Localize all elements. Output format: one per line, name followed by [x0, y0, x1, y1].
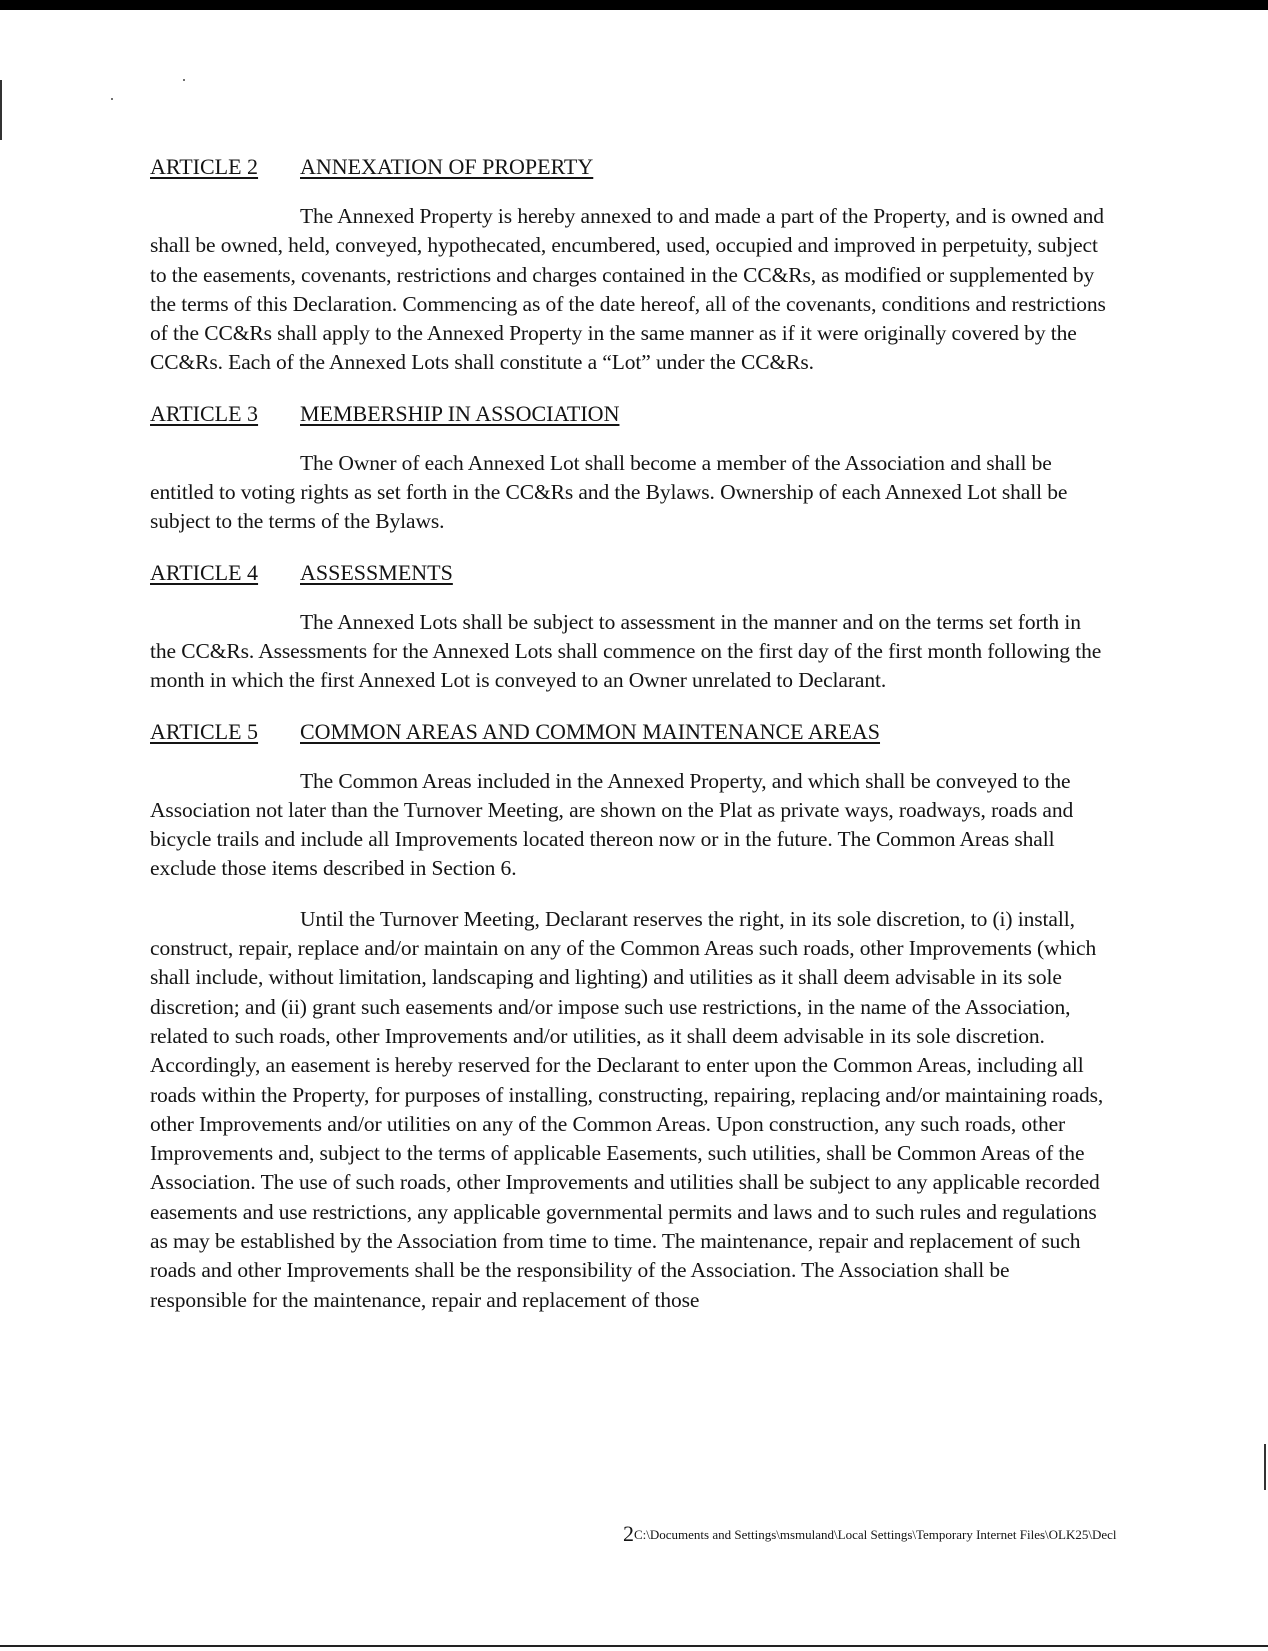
article-title: ASSESSMENTS — [300, 559, 453, 585]
scan-right-edge-mark — [1264, 1444, 1266, 1490]
article-number: ARTICLE 3 — [150, 400, 259, 426]
article-title: ANNEXATION OF PROPERTY — [300, 154, 594, 179]
article-2-paragraph: The Annexed Property is hereby annexed to and made a part of the Property, and is owned and shall be owned, held, conveyed, hypothecated, encumbered, used, occupied and improved in perpetuity, subject to the easements, covenants, restrictions and charges contained in the CC&Rs, as modified or supplemented by the terms of this Declaration. Commencing as of the date hereof, all of the covenants, conditions and restrictions of the CC&Rs shall apply to the Annexed Property in the same manner as if it were originally covered by the CC&Rs. Each of the Annexed Lots shall constitute a “Lot” under the CC&Rs. — [150, 204, 1106, 375]
document-page — [150, 152, 1110, 1336]
article-number: ARTICLE 2 — [150, 154, 259, 179]
article-5-heading — [150, 717, 1110, 747]
article-title: COMMON AREAS AND COMMON MAINTENANCE AREAS — [300, 718, 881, 744]
article-4-heading — [150, 558, 1110, 588]
article-4-paragraph: The Annexed Lots shall be subject to assessment in the manner and on the terms set forth in the CC&Rs. Assessments for the Annexed Lots shall commence on the first day of the first month following the month in which the first Annexed Lot is conveyed to an Owner unrelated to Declarant. — [150, 609, 1102, 693]
scan-speck — [183, 79, 185, 81]
article-2-heading — [150, 152, 1110, 182]
page-number: 2 — [623, 1522, 634, 1546]
article-number: ARTICLE 5 — [150, 718, 259, 744]
scan-speck — [111, 98, 113, 100]
article-3-heading — [150, 399, 1110, 429]
article-title: MEMBERSHIP IN ASSOCIATION — [300, 400, 620, 426]
article-5-paragraph-2: Until the Turnover Meeting, Declarant reserves the right, in its sole discretion, to (i) install, construct, repair, replace and/or maintain on any of the Common Areas such roads, other Improvements (which shall include, without limitation, landscaping and lighting) and utilities as it shall deem advisable in its sole discretion; and (ii) grant such easements and/or impose such use restrictions, in the name of the Association, related to such roads, other Improvements and/or utilities, as it shall deem advisable in its sole discretion. Accordingly, an easement is hereby reserved for the Declarant to enter upon the Common Areas, including all roads within the Property, for purposes of installing, constructing, repairing, replacing and/or maintaining roads, other Improvements and/or utilities on any of the Common Areas. Upon construction, any such roads, other Improvements and, subject to the terms of applicable Easements, such utilities, shall be Common Areas of the Association. The use of such roads, other Improvements and utilities shall be subject to any applicable recorded easements and use restrictions, any applicable governmental permits and laws and to such rules and regulations as may be established by the Association from time to time. The maintenance, repair and replacement of such roads and other Improvements shall be the responsibility of the Association. The Association shall be responsible for the maintenance, repair and replacement of those — [150, 906, 1104, 1312]
scan-bottom-border — [0, 1645, 1268, 1647]
article-number: ARTICLE 4 — [150, 559, 259, 585]
scan-top-border — [0, 0, 1268, 10]
scan-left-edge-mark — [0, 80, 2, 140]
page-footer — [623, 1522, 1268, 1547]
article-3-paragraph: The Owner of each Annexed Lot shall become a member of the Association and shall be entitled to voting rights as set forth in the CC&Rs and the Bylaws. Ownership of each Annexed Lot shall be subject to the terms of the Bylaws. — [150, 450, 1068, 534]
footer-file-path: C:\Documents and Settings\msmuland\Local Settings\Temporary Internet Files\OLK25\Decl — [634, 1527, 1117, 1542]
article-5-paragraph-1: The Common Areas included in the Annexed Property, and which shall be conveyed to the Association not later than the Turnover Meeting, are shown on the Plat as private ways, roadways, roads and bicycle trails and include all Improvements located thereon now or in the future. The Common Areas shall exclude those items described in Section 6. — [150, 768, 1074, 881]
